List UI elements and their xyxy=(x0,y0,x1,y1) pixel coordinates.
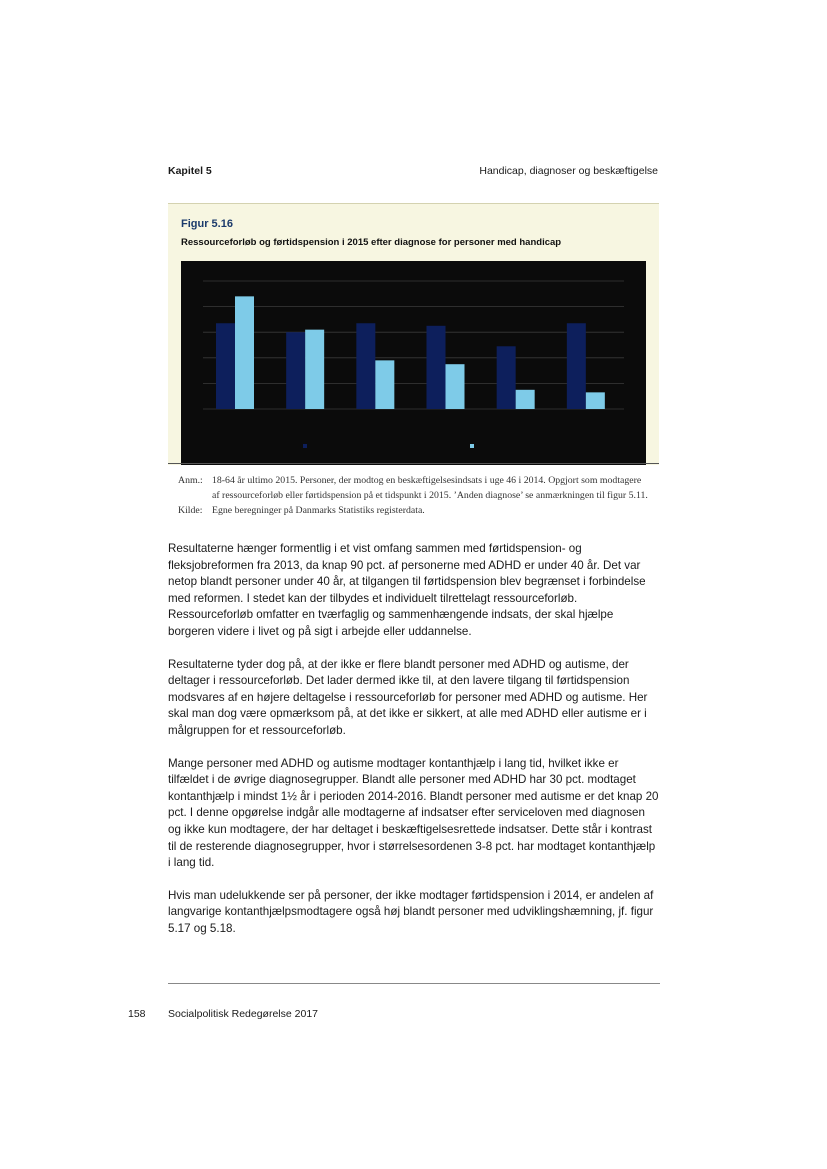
paragraph: Resultaterne hænger formentlig i et vist omfang sammen med førtidspension- og fleksjobreformen fra 2013, da knap 90 pct. af personerne med ADHD er under 40 år. Det var netop blandt personer under 40 år, at tilgangen til førtidspension blev begrænset i forbindelse med reformen. I stedet kan der tilbydes et individuelt tilrettelagt ressourceforløb. Ressourceforløb omfatter en tværfaglig og sammenhængende indsats, der skal hjælpe borgeren videre i livet og på sigt i arbejde eller uddannelse. xyxy=(168,542,646,638)
figure-box xyxy=(168,203,659,465)
legend-marker xyxy=(470,444,474,448)
chart-bar xyxy=(516,390,535,409)
paragraph: Mange personer med ADHD og autisme modtager kontanthjælp i lang tid, hvilket ikke er tilfældet i de øvrige diagnosegrupper. Blandt alle personer med ADHD har 30 pct. modtaget kontanthjælp i mindst 1½ år i perioden 2014-2016. Blandt personer med autisme er det knap 20 pct. I denne opgørelse indgår alle modtagerne af indsatser efter serviceloven med diagnosen og ikke kun modtagere, der har deltaget i beskæftigelsesrettede indsatser. Dette står i kontrast til de resterende diagnosegrupper, hvor i størrelsesordenen 3-8 pct. har modtaget kontanthjælp i lang tid. xyxy=(168,756,659,870)
chart-bar xyxy=(497,346,516,409)
chart-svg xyxy=(181,261,646,465)
chart-bar xyxy=(446,364,465,409)
note-key: Kilde: xyxy=(178,505,203,516)
body-text xyxy=(168,541,659,953)
page-number: 158 xyxy=(128,1008,146,1020)
chart-bar xyxy=(286,332,305,409)
note-row-kilde xyxy=(178,503,648,518)
chart-bar xyxy=(235,296,254,409)
chart-bar xyxy=(356,323,375,409)
figure-notes xyxy=(178,473,648,518)
chapter-label: Kapitel 5 xyxy=(168,165,212,177)
chart-bar xyxy=(586,392,605,409)
note-text: Egne beregninger på Danmarks Statistiks registerdata. xyxy=(212,505,425,516)
figure-title: Ressourceforløb og førtidspension i 2015 efter diagnose for personer med handicap xyxy=(181,237,562,248)
footer-divider xyxy=(168,983,660,984)
publication-title: Socialpolitisk Redegørelse 2017 xyxy=(168,1008,318,1020)
paragraph: Resultaterne tyder dog på, at der ikke er flere blandt personer med ADHD og autisme, der deltager i ressourceforløb. Det lader dermed ikke til, at den lavere tilgang til førtidspension modsvares af en højere deltagelse i ressourceforløb for personer med ADHD og autisme. Her skal man dog være opmærksom på, at det ikke er sikkert, at alle med ADHD eller autisme er i målgruppen for et ressourceforløb. xyxy=(168,657,648,737)
chart-bar xyxy=(427,326,446,409)
chart-bar xyxy=(567,323,586,409)
paragraph: Hvis man udelukkende ser på personer, der ikke modtager førtidspension i 2014, er andelen af langvarige kontanthjælpsmodtagere også høj blandt personer med udviklingshæmning, jf. figur 5.17 og 5.18. xyxy=(168,888,654,935)
note-key: Anm.: xyxy=(178,475,203,486)
note-row-anm xyxy=(178,473,648,503)
figure-divider xyxy=(168,463,659,464)
chart-bar xyxy=(305,330,324,409)
legend-marker xyxy=(303,444,307,448)
chart-bar xyxy=(216,323,235,409)
note-text: 18-64 år ultimo 2015. Personer, der modtog en beskæftigelsesindsats i uge 46 i 2014. Opgjort som modtagere af ressourceforløb eller førtidspension på et tidspunkt i 2015. ’Anden diagnose’ se anmærkningen til figur 5.11. xyxy=(212,475,648,501)
figure-label: Figur 5.16 xyxy=(181,218,233,230)
section-title: Handicap, diagnoser og beskæftigelse xyxy=(479,165,658,177)
bar-chart xyxy=(181,261,646,465)
chart-bar xyxy=(375,360,394,409)
